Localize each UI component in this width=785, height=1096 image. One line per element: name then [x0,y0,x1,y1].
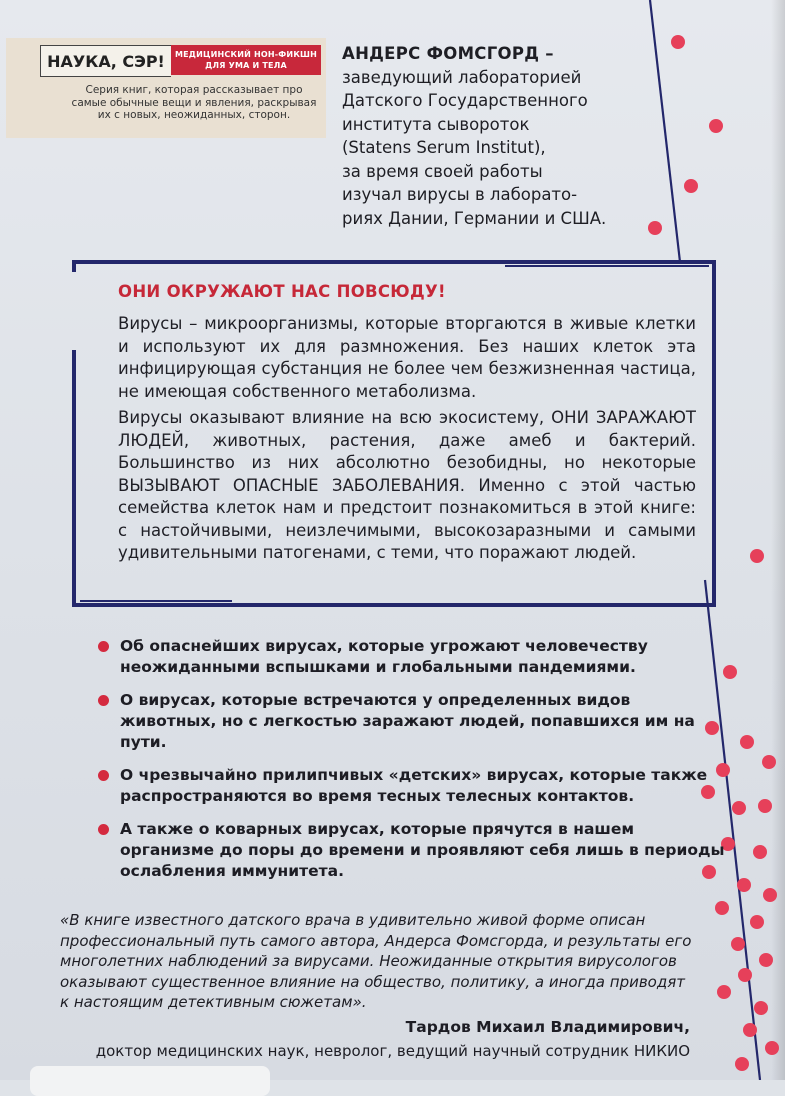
red-dot [709,119,723,133]
list-item [96,819,726,882]
bullet-list [96,636,726,894]
author-line: за время своей работы [342,161,543,181]
quote-author: Тардов Михаил Владимирович, [405,1018,690,1036]
red-dot [731,937,745,951]
red-dot [763,888,777,902]
list-item-text: Об опаснейших вирусах, которые угрожают человечеству неожиданными вспышками и глобальными пандемиями. [120,637,648,676]
list-item [96,765,726,807]
author-block [342,42,642,230]
red-dot [717,985,731,999]
list-item [96,690,726,753]
series-tag-line: ДЛЯ УМА И ТЕЛА [205,61,287,70]
red-dot [738,968,752,982]
author-line: института сывороток [342,114,530,134]
series-description-line: Серия книг, которая рассказывает про [85,84,303,96]
author-line: заведующий лабораторией [342,67,582,87]
series-description [66,84,322,122]
price-sticker [30,1066,270,1096]
red-dot [753,845,767,859]
red-dot [648,221,662,235]
bullet-dot-icon [98,695,109,706]
series-description-line: их с новых, неожиданных, сторон. [97,109,291,121]
list-item-text: О вирусах, которые встречаются у определенных видов животных, но с легкостью заражают людей, попавшихся им на пути. [120,691,695,751]
author-line: изучал вирусы в лаборато- [342,185,578,204]
red-dot [758,799,772,813]
red-dot [759,953,773,967]
list-item-text: А также о коварных вирусах, которые прячутся в нашем организме до поры до времени и проявляют себя лишь в периоды ослабления иммунитета. [120,820,725,880]
red-dot [715,901,729,915]
red-dot [750,915,764,929]
bullet-dot-icon [98,824,109,835]
bullet-dot-icon [98,641,109,652]
frame-paragraph: Вирусы – микроорганизмы, которые вторгаются в живые клетки и используют их для размножения. Без наших клеток эта инфицирующая субстанция не более чем безжизненная частица, не имеющая собственного метаболизма. [118,314,696,401]
red-dot [765,1041,779,1055]
red-dot [740,735,754,749]
author-line: риях Дании, Германии и США. [342,208,607,228]
author-line: Датского Государственного [342,91,588,110]
author-name: АНДЕРС ФОМСГОРД – [342,44,554,63]
review-quote: «В книге известного датского врача в удивительно живой форме описан профессиональный путь самого автора, Андерса Фомсгорда, и результаты его многолетних наблюдений за вирусами. Неожиданные открытия вирусологов оказывают существенное влияние на общество, политику, а иногда приводят к настоящим детективным сюжетам». [60,911,692,1011]
series-description-line: самые обычные вещи и явления, раскрывая [71,96,317,109]
red-dot [735,1057,749,1071]
series-tag-line: МЕДИЦИНСКИЙ НОН-ФИКШН [174,50,318,59]
author-line: (Statens Serum Institut), [342,138,546,157]
red-dot [750,549,764,563]
frame-paragraph: Вирусы оказывают влияние на всю экосистему, ОНИ ЗАРАЖАЮТ ЛЮДЕЙ, животных, растения, даже амеб и бактерий. Большинство из них абсолютно безобидны, но некоторые ВЫЗЫВАЮТ ОПАСНЫЕ ЗАБОЛЕВАНИЯ. Именно с этой частью семейства клеток нам и предстоит познакомиться в этой книге: с настойчивыми, неизлечимыми, высокозаразными и самыми удивительными патогенами, с теми, что поражают людей. [118,408,696,562]
red-dot [732,801,746,815]
list-item [96,636,726,678]
red-dot [684,179,698,193]
red-dot [737,878,751,892]
red-dot [671,35,685,49]
series-logo: НАУКА, СЭР! [40,45,171,77]
red-dot [743,1023,757,1037]
bullet-dot-icon [98,770,109,781]
red-dot [762,755,776,769]
list-item-text: О чрезвычайно прилипчивых «детских» вирусах, которые также распространяются во время тесных телесных контактов. [120,766,708,805]
series-tag [171,45,321,75]
quote-author-role: доктор медицинских наук, невролог, ведущий научный сотрудник НИКИО [95,1042,690,1060]
red-dot [754,1001,768,1015]
frame-title: ОНИ ОКРУЖАЮТ НАС ПОВСЮДУ! [118,282,446,301]
